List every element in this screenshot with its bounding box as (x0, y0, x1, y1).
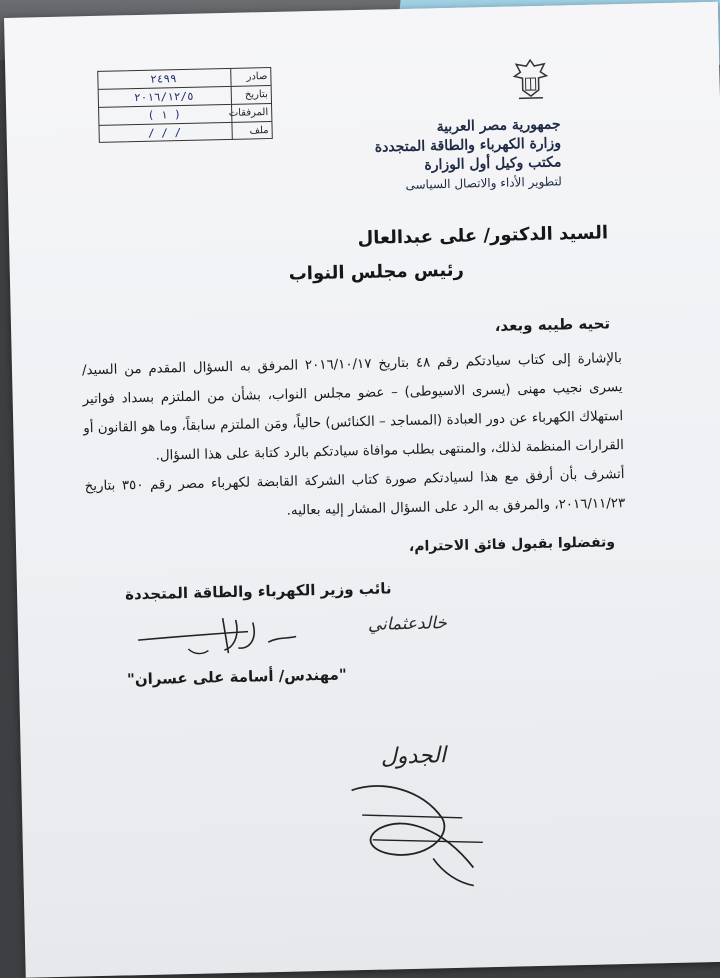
letterhead-country: جمهورية مصر العربية (300, 115, 560, 140)
registry-value: ٢٤٩٩ (98, 69, 228, 89)
recipient-title: رئيس مجلس النواب (288, 260, 464, 285)
registry-value: / / / (99, 123, 229, 143)
letterhead (300, 115, 562, 197)
greeting: تحيه طيبه وبعد، (495, 314, 611, 335)
registry-label: ملف (231, 122, 271, 140)
registry-stamp-box (97, 67, 273, 143)
registry-value: ( ١ ) (99, 105, 229, 125)
handwritten-note: خالدعثماني (368, 613, 447, 635)
signature-scribble (127, 606, 308, 670)
signatory-name: "مهندس/ أسامة على عسران" (127, 665, 347, 688)
letter-body (82, 344, 626, 530)
letterhead-ministry: وزارة الكهرباء والطاقة المتجددة (301, 134, 561, 159)
registry-row (99, 122, 271, 143)
signatory-title: نائب وزير الكهرباء والطاقة المتجددة (125, 579, 392, 603)
body-paragraph-1: بالإشارة إلى كتاب سيادتكم رقم ٤٨ بتاريخ ٢٠١٦/١٠/١٧ المرفق به السؤال المقدم من السيد/ يسرى نجيب مهنى (يسرى الاسيوطى) – عضو مجلس النواب، بشأن من الملتزم بسداد فواتير استهلاك الكهرباء عن دور العبادة (المساجد – الكنائس) حالياً، ومَن الملتزم سابقاً، وما هو القانون أو القرارات المنظمة لذلك، والمنتهى بطلب موافاة سيادتكم بالرد كتابة على هذا السؤال. (82, 344, 624, 472)
body-paragraph-2: أتشرف بأن أرفق مع هذا لسيادتكم صورة كتاب الشركة القابضة لكهرباء مصر رقم ٣٥٠ بتاريخ ٢٠١٦/١١/٢٣، والمرفق به الرد على السؤال المشار إليه بعاليه. (84, 460, 625, 530)
closing-line: وتفضلوا بقبول فائق الاحترام، (409, 534, 615, 555)
handwritten-scribble (331, 757, 504, 901)
registry-value: ٢٠١٦/١٢/٥ (99, 87, 229, 107)
letter-page (4, 2, 720, 978)
recipient-name: السيد الدكتور/ على عبدالعال (357, 222, 608, 249)
eagle-emblem-icon (510, 56, 551, 107)
letterhead-department: لتطوير الأداء والاتصال السياسى (302, 172, 562, 197)
registry-label: صادر (230, 68, 270, 86)
registry-label: المرفقات (231, 104, 271, 122)
letterhead-office: مكتب وكيل أول الوزارة (301, 153, 561, 178)
registry-label: بتاريخ (231, 86, 271, 104)
handwritten-annotation: الجدول (381, 743, 447, 769)
